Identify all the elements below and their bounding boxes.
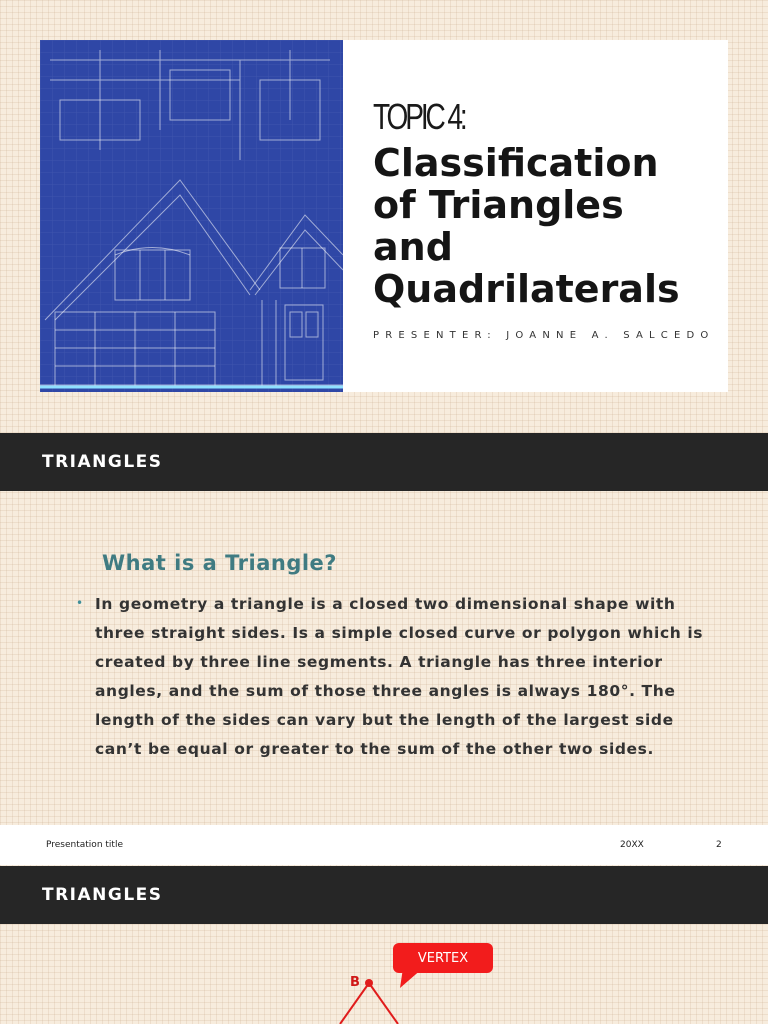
bullet-icon: • bbox=[76, 596, 84, 610]
slide2-header: TRIANGLES bbox=[42, 452, 163, 472]
footer-page-number: 2 bbox=[716, 840, 722, 850]
title-block bbox=[343, 40, 714, 392]
callout-label: VERTEX bbox=[417, 950, 469, 966]
slide-title: Classification of Triangles and Quadrilaterals bbox=[373, 141, 680, 311]
question-heading: What is a Triangle? bbox=[102, 551, 337, 575]
vertex-label: B bbox=[350, 975, 360, 990]
slide2-header-bar bbox=[0, 433, 768, 491]
footer-year: 20XX bbox=[620, 840, 644, 850]
triangle-definition: In geometry a triangle is a closed two dimensional shape with three straight sides. Is a simple closed curve or polygon which is created by three line segments. A triangle has three interior angles, and the sum of those three angles is always 180°. The length of the sides can vary but the length of the largest side can’t be equal or greater to the sum of the other two sides. bbox=[95, 595, 704, 758]
slide-footer bbox=[0, 825, 768, 865]
slide3-header-bar bbox=[0, 866, 768, 924]
triangle-diagram bbox=[330, 975, 410, 1024]
topic-label: TOPIC 4: bbox=[373, 96, 465, 137]
presenter-name: PRESENTER: JOANNE A. SALCEDO bbox=[373, 330, 715, 341]
title-slide bbox=[40, 40, 728, 392]
blueprint-house-image bbox=[40, 40, 343, 392]
slide3-header: TRIANGLES bbox=[42, 885, 163, 905]
vertex-point bbox=[365, 979, 373, 987]
footer-title: Presentation title bbox=[46, 840, 123, 850]
